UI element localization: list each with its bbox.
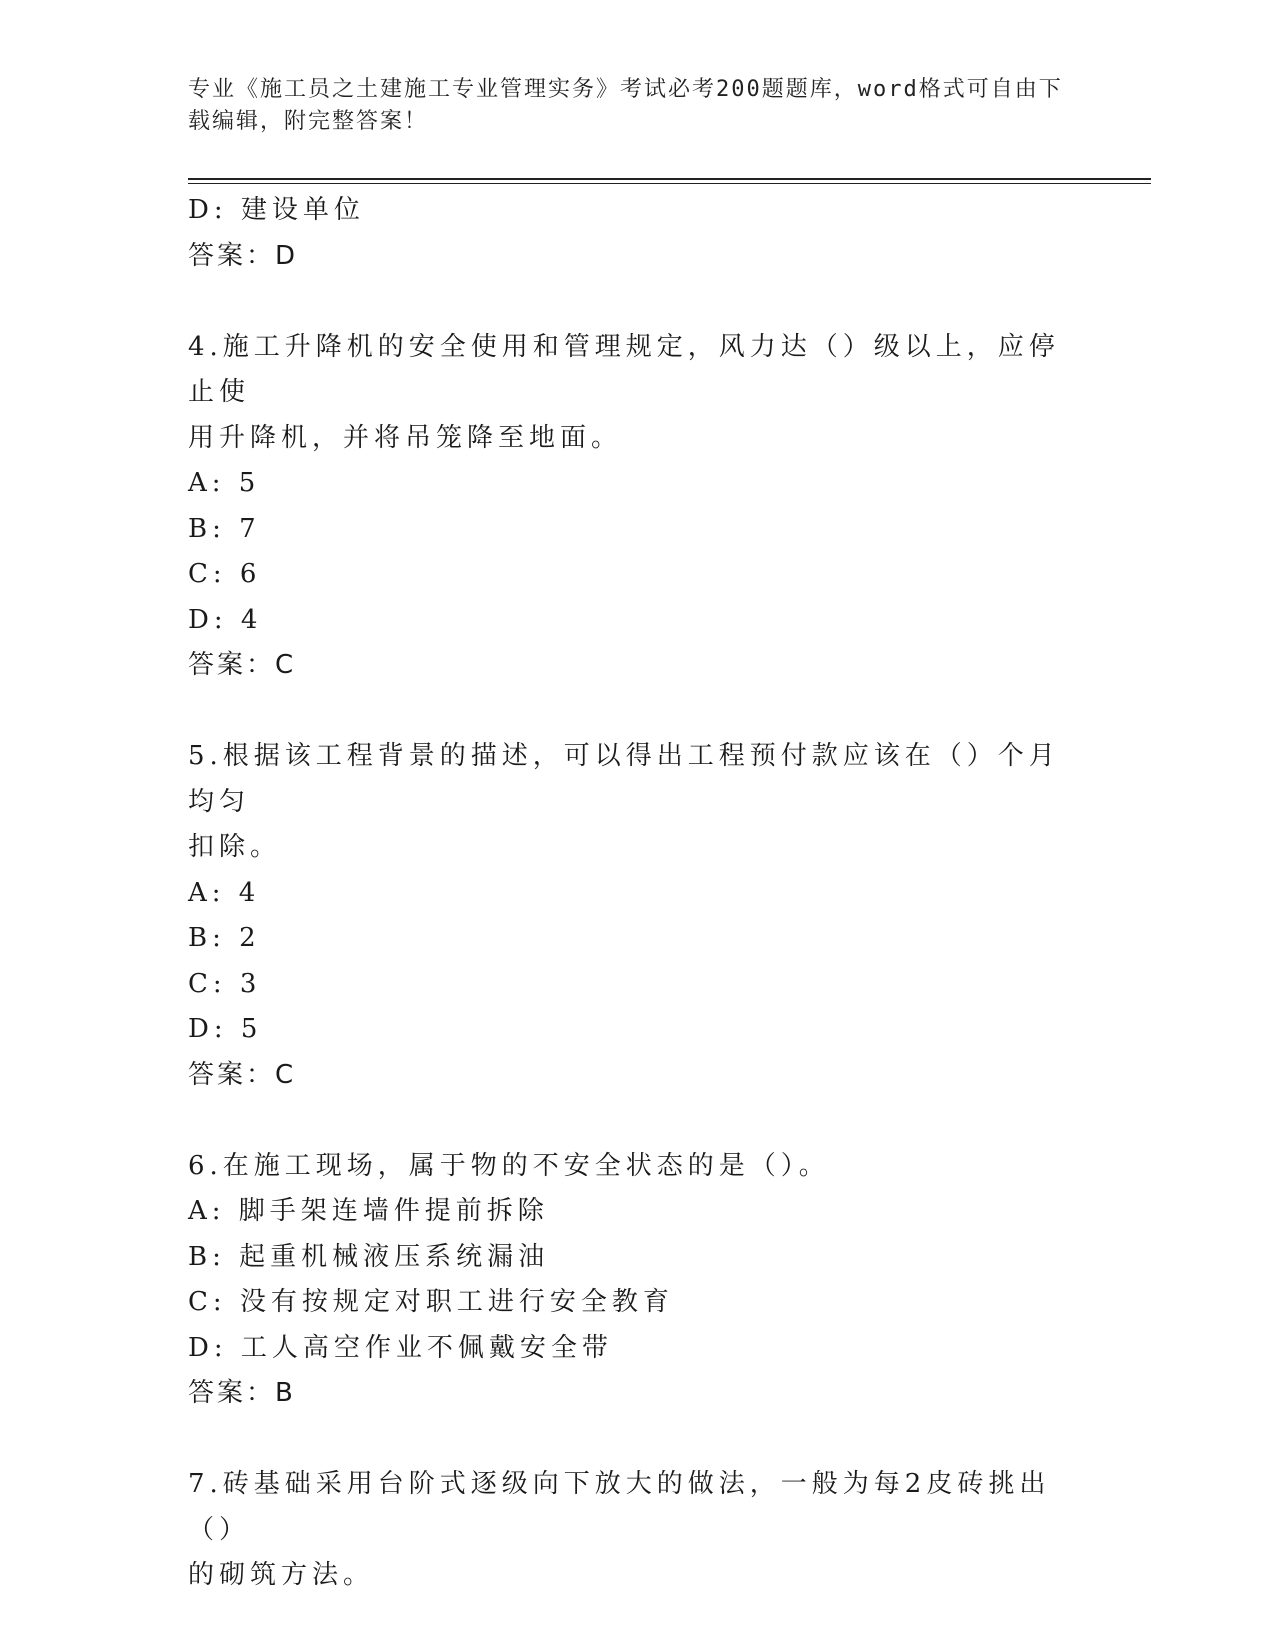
spacer xyxy=(188,1417,1068,1463)
header-rule-thick xyxy=(188,178,1151,180)
option-text: D: 建设单位 xyxy=(188,195,365,225)
option-text: B: 2 xyxy=(188,923,261,953)
document-header xyxy=(188,74,1068,138)
option-text: B: 7 xyxy=(188,513,261,544)
answer-text: 答案：D xyxy=(188,240,299,271)
question-stem-line: 的砌筑方法。 xyxy=(188,1560,375,1590)
option-text: A: 5 xyxy=(188,468,261,498)
spacer xyxy=(188,689,1068,735)
option-text: D: 5 xyxy=(188,1014,263,1044)
header-rule-thin xyxy=(188,183,1151,184)
option-text: B: 起重机械液压系统漏油 xyxy=(188,1241,550,1272)
answer-text: 答案：C xyxy=(188,650,297,680)
question-item xyxy=(188,325,1068,689)
option-text: C: 没有按规定对职工进行安全教育 xyxy=(188,1287,674,1317)
answer-text: 答案：B xyxy=(188,1378,296,1408)
spacer xyxy=(188,1098,1068,1144)
header-title: 专业《施工员之土建施工专业管理实务》考试必考200题题库，word格式可自由下载编辑，附完整答案！ xyxy=(188,77,1063,134)
question-stem-line: 5.根据该工程背景的描述，可以得出工程预付款应该在（）个月均匀 xyxy=(188,741,1060,817)
question-item xyxy=(188,1462,1068,1599)
option-text: A: 4 xyxy=(188,877,261,908)
option-text: A: 脚手架连墙件提前拆除 xyxy=(188,1196,549,1226)
question-list xyxy=(188,188,1068,1599)
question-item xyxy=(188,1144,1068,1417)
question-stem-line: 4.施工升降机的安全使用和管理规定，风力达（）级以上，应停止使 xyxy=(188,331,1060,407)
option-text: C: 6 xyxy=(188,559,262,589)
question-stem-line: 用升降机，并将吊笼降至地面。 xyxy=(188,422,623,453)
spacer xyxy=(188,279,1068,325)
answer-text: 答案：C xyxy=(188,1059,297,1090)
question-item xyxy=(188,734,1068,1098)
question-stem-line: 7.砖基础采用台阶式逐级向下放大的做法，一般为每2皮砖挑出（） xyxy=(188,1469,1051,1545)
question-stem-line: 6.在施工现场，属于物的不安全状态的是（）。 xyxy=(188,1150,830,1181)
question-stem-line: 扣除。 xyxy=(188,832,282,862)
option-text: D: 4 xyxy=(188,604,263,635)
option-text: D: 工人高空作业不佩戴安全带 xyxy=(188,1332,613,1363)
option-text: C: 3 xyxy=(188,968,262,999)
